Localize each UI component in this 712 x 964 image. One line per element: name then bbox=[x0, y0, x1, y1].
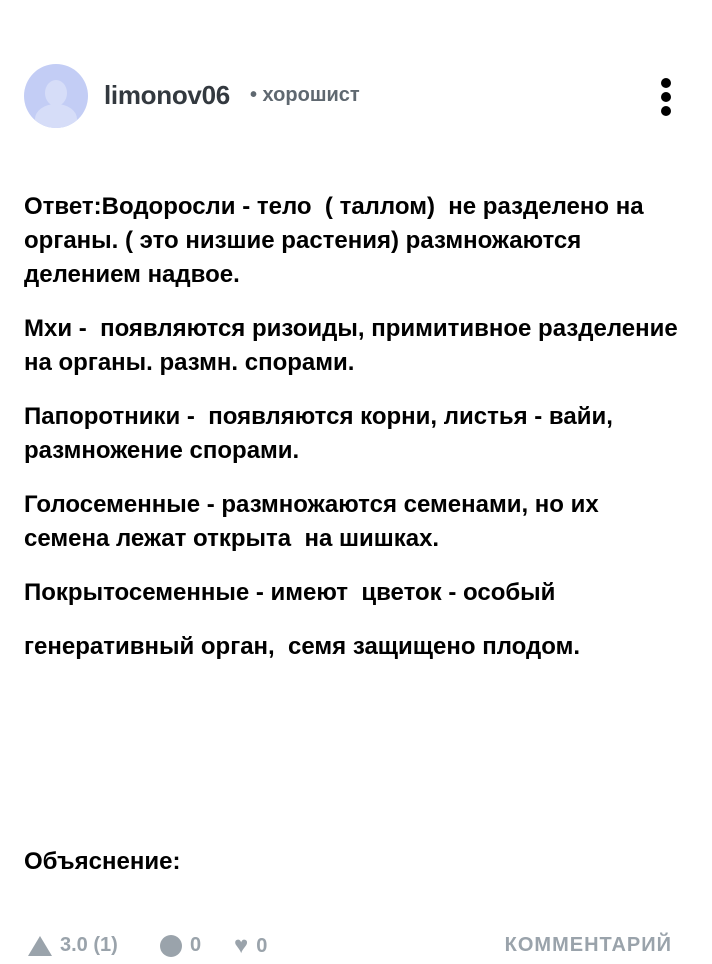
author-username[interactable]: limonov06 bbox=[104, 80, 230, 110]
avatar-head-shape bbox=[45, 80, 67, 106]
kebab-dot bbox=[661, 78, 671, 88]
answer-paragraph: Голосеменные - размножаются семенами, но их семена лежат открыта на шишках. bbox=[24, 491, 606, 552]
thanks-icon bbox=[160, 935, 182, 957]
heart-icon: ♥ bbox=[234, 932, 249, 959]
answer-body bbox=[24, 190, 684, 694]
explanation-label: Объяснение: bbox=[24, 848, 181, 875]
thanks-button[interactable] bbox=[160, 934, 201, 957]
author-rank: • хорошист bbox=[250, 84, 360, 106]
kebab-dot bbox=[661, 92, 671, 102]
answer-paragraph: Папоротники - появляются корни, листья - вайи, размножение спорами. bbox=[24, 403, 627, 464]
kebab-menu-icon[interactable] bbox=[660, 78, 672, 116]
kebab-dot bbox=[661, 106, 671, 116]
answer-header bbox=[24, 64, 672, 128]
rating-button[interactable] bbox=[28, 934, 118, 957]
answer-paragraph: Мхи - появляются ризоиды, примитивное разделение на органы. размн. спорами. bbox=[24, 315, 685, 376]
avatar-body-shape bbox=[35, 104, 77, 128]
answer-footer bbox=[24, 934, 672, 964]
answer-paragraph: Покрытосеменные - имеют цветок - особый генеративный орган, семя защищено плодом. bbox=[24, 579, 580, 660]
avatar[interactable] bbox=[24, 64, 88, 128]
rating-value: 3.0 (1) bbox=[60, 934, 118, 956]
like-button[interactable] bbox=[234, 934, 267, 958]
likes-count: 0 bbox=[256, 934, 268, 957]
star-icon bbox=[28, 936, 52, 956]
comment-button[interactable]: КОММЕНТАРИЙ bbox=[504, 934, 672, 956]
thanks-count: 0 bbox=[190, 934, 202, 956]
answer-paragraph: Ответ:Водоросли - тело ( таллом) не разделено на органы. ( это низшие растения) размножаются делением надвое. bbox=[24, 193, 651, 288]
